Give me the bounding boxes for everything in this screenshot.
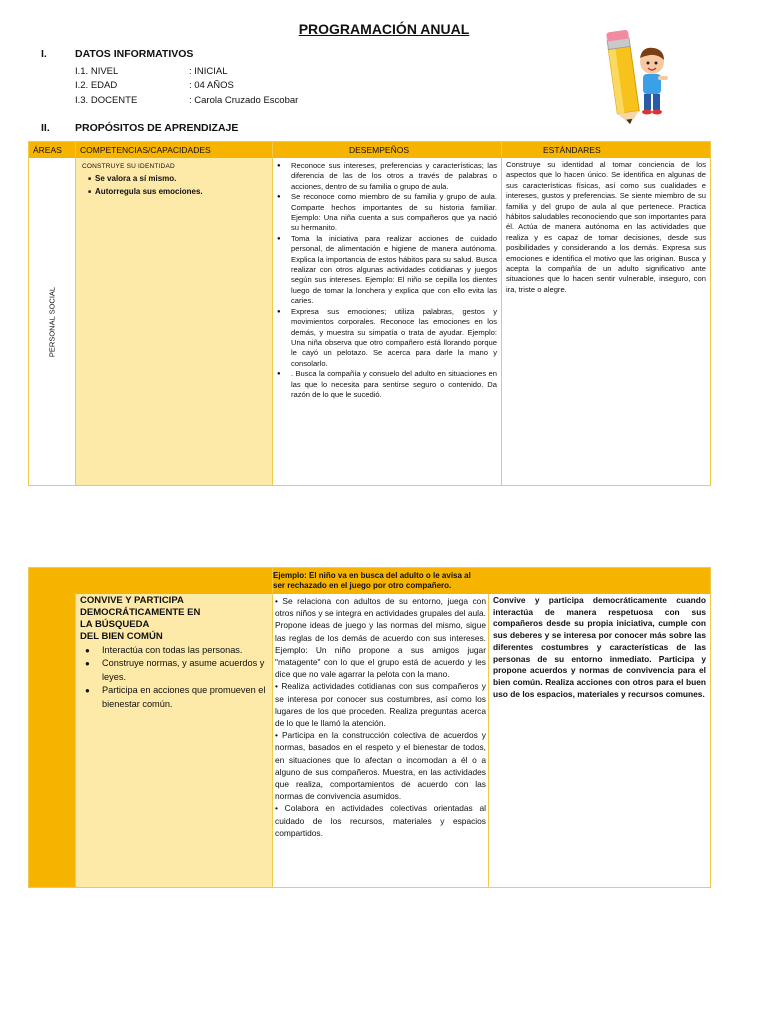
area-label: PERSONAL SOCIAL <box>47 286 57 357</box>
header-example-text: Ejemplo: El niño va en busca del adulto o le avisa al ser rechazado en el juego por otro compañero. <box>273 571 471 590</box>
table-convive <box>28 567 711 888</box>
desempenos-cell <box>273 158 501 485</box>
competencia-title-line: DEMOCRÁTICAMENTE EN <box>80 607 201 618</box>
section-label: DATOS INFORMATIVOS <box>75 48 194 60</box>
competencia-title-line: CONVIVE Y PARTICIPA <box>80 595 184 606</box>
competencia-title-line: LA BÚSQUEDA <box>80 619 150 630</box>
list-item: • Realiza actividades cotidianas con sus compañeros y se interesa por conocer sus costumbres, así como los lugares de los que proceden. Realiza preguntas acerca de lo que le llamó la atención. <box>275 681 486 729</box>
document-title: PROGRAMACIÓN ANUAL <box>298 21 470 37</box>
estandar-cell: Convive y participa democráticamente cuando interactúa de manera respetuosa con sus compañeros desde su propia iniciativa, cumple con sus deberes y se interesa por conocer más sobre las diferentes costumbres y características de las personas de su entorno inmediato. Participa y propone acuerdos y normas de convivencia para el bien común. Realiza acciones con otros para el buen uso de los espacios, materiales y recursos comunes. <box>493 595 706 699</box>
table-header-row <box>29 568 710 594</box>
list-item: ● Reconoce sus intereses, preferencias y características; las diferencia de las de los otros a través de palabras o acciones, dentro de su familia o grupo de aula. <box>283 161 497 192</box>
table-personal-social <box>28 141 711 486</box>
area-cell <box>29 594 75 887</box>
desempenos-cell <box>273 594 488 887</box>
estandar-cell: Construye su identidad al tomar conciencia de los aspectos que lo hacen único. Se identifica en algunas de sus características físicas, así como sus cualidades e intereses, gustos y preferencias. Se siente miembro de su familia y del grupo de aula al que pertenece. Practica hábitos saludables reconociendo que son importantes para él. Actúa de manera autónoma en las actividades que realiza y es capaz de tomar decisiones, desde sus posibilidades y considerando a los demás. Expresa sus emociones e identifica el motivo que las originan. Busca y acepta la compañía de un adulto significativo ante situaciones que lo hacen sentir vulnerable, inseguro, con ira, triste o alegre. <box>506 160 706 294</box>
list-item: • Se relaciona con adultos de su entorno, juega con otros niños y se integra en actividades grupales del aula. Propone ideas de juego y las normas del mismo, sigue las reglas de los demás de acuerdo con sus intereses. Ejemplo: Un niño propone a sus amigos jugar "matagente" con lo que el grupo está de acuerdo y les dice que no vale agarrar la pelota con la mano. <box>275 596 486 680</box>
section-datos-informativos <box>41 48 341 62</box>
list-item: ● Toma la iniciativa para realizar acciones de cuidado personal, de alimentación e higiene de manera autónoma. Explica la importancia de estos hábitos para su salud. Busca realizar con otros algunas actividades cotidianas y juegos según sus intereses. Ejemplo: El niño se cepilla los dientes luego de tomar la lonchera y explica que con ello evita las caries. <box>283 234 497 307</box>
header-desempenos: DESEMPEÑOS <box>349 145 409 155</box>
capacidades-list <box>82 173 266 199</box>
competencias-cell <box>76 158 272 485</box>
list-item: ● Se reconoce como miembro de su familia y grupo de aula. Comparte hechos importantes de su historia familiar. Ejemplo: Una niña cuenta a sus compañeros que ya nació su hermanito. <box>283 192 497 234</box>
list-item: ● Interactúa con todas las personas. <box>102 644 268 657</box>
area-cell <box>29 158 75 485</box>
competencias-cell <box>76 594 272 887</box>
info-value: : INICIAL <box>189 66 228 77</box>
list-item: • Colabora en actividades colectivas orientadas al cuidado de los recursos, materiales y espacios compartidos. <box>275 803 486 838</box>
section-propositos <box>41 122 341 136</box>
header-areas: ÁREAS <box>33 145 62 155</box>
competencia-title-line: DEL BIEN COMÚN <box>80 631 163 642</box>
pencil-kid-illustration <box>598 24 678 124</box>
list-item: ● Construye normas, y asume acuerdos y leyes. <box>102 657 268 684</box>
competencia-title: CONSTRUYE SU IDENTIDAD <box>82 163 175 170</box>
info-key: I.3. DOCENTE <box>75 94 138 106</box>
list-item: ■ Autorregula sus emociones. <box>92 186 266 199</box>
list-item: • Participa en la construcción colectiva de acuerdos y normas, basados en el respeto y el bienestar de todos, en situaciones que lo afectan o incomodan a él o a alguno de sus compañeros. Muestra, en las actividades que realiza, comportamientos de acuerdo con las normas de convivencia asumidos. <box>275 730 486 802</box>
info-key: I.2. EDAD <box>75 80 118 92</box>
list-item: ● . Busca la compañía y consuelo del adulto en situaciones en las que lo necesita para sentirse seguro o contenido. Da razón de lo que le sucedió. <box>283 369 497 400</box>
list-item: ● Participa en acciones que promueven el bienestar común. <box>102 684 268 711</box>
header-estandares: ESTÁNDARES <box>543 145 601 155</box>
info-key: I.1. NIVEL <box>75 66 119 77</box>
header-competencias: COMPETENCIAS/CAPACIDADES <box>80 145 211 155</box>
section-label: PROPÓSITOS DE APRENDIZAJE <box>75 122 239 134</box>
table-header-row <box>29 142 710 158</box>
list-item: ● Expresa sus emociones; utiliza palabras, gestos y movimientos corporales. Reconoce las emociones en los demás, y muestra su simpatía o trata de ayudar. Ejemplo: Una niña observa que otro compañero está llorando porque le cayó un pelotazo. Se acerca para darle la mano y consolarlo. <box>283 307 497 369</box>
section-number: I. <box>41 48 47 60</box>
info-value: : Carola Cruzado Escobar <box>189 94 299 106</box>
list-item: ■ Se valora a sí mismo. <box>92 173 266 186</box>
capacidades-list <box>80 644 268 711</box>
info-value: : 04 AÑOS <box>189 80 234 92</box>
section-number: II. <box>41 122 50 134</box>
